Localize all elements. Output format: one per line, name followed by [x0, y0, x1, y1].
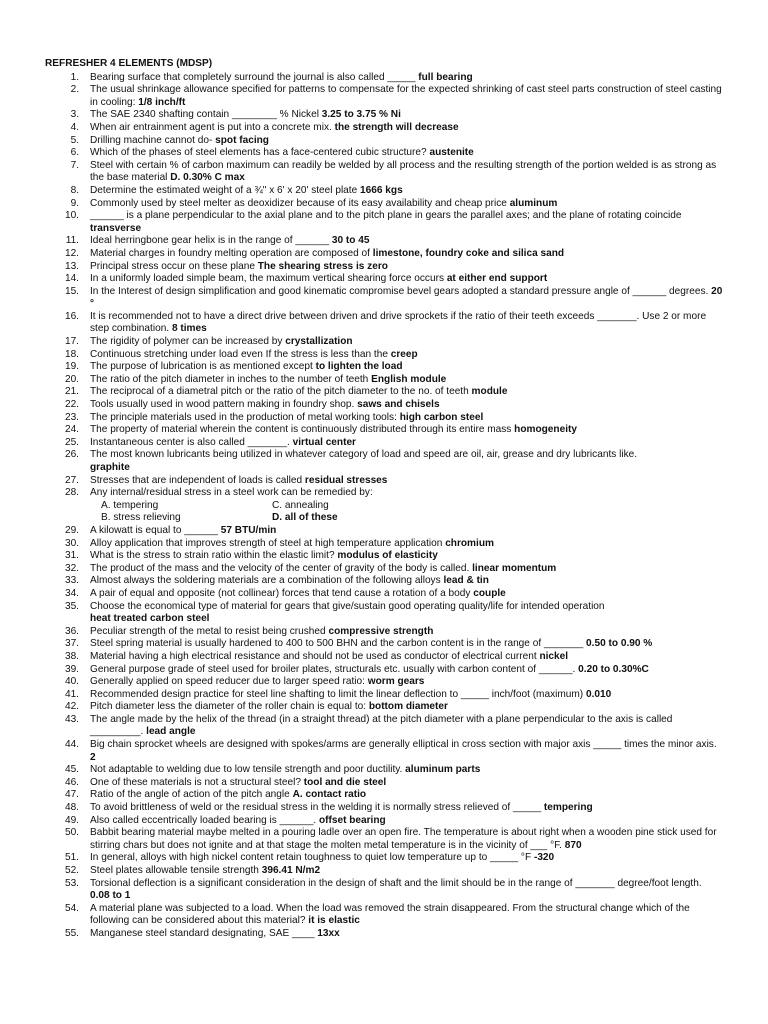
question-text: Material having a high electrical resistance and should not be used as conductor of electrical current [90, 650, 537, 662]
answer-text: to lighten the load [315, 361, 403, 373]
question-text: Peculiar strength of the metal to resist being crushed [90, 625, 326, 637]
question-text: The product of the mass and the velocity of the center of gravity of the body is called. [90, 562, 470, 574]
question-text: Principal stress occur on these plane [90, 260, 255, 272]
answer-text: English module [371, 373, 447, 385]
answer-text: module [471, 386, 508, 398]
question-item [45, 273, 724, 286]
answer-text: creep [390, 348, 418, 360]
question-item [45, 525, 724, 538]
question-number: 26. [64, 449, 79, 461]
answer-text: 1666 kgs [360, 184, 403, 196]
question-text: The principle materials used in the production of metal working tools: [90, 411, 397, 423]
answer-text: tool and die steel [303, 776, 387, 788]
question-item [45, 588, 724, 601]
question-number: 29. [64, 524, 79, 536]
answer-text: 0.010 [585, 688, 612, 700]
question-item [45, 903, 724, 928]
question-text: Not adaptable to welding due to low tensile strength and poor ductility. [90, 764, 403, 776]
question-item [45, 550, 724, 563]
question-item [45, 852, 724, 865]
question-number: 39. [64, 663, 79, 675]
question-text: One of these materials is not a structural steel? [90, 776, 301, 788]
question-number: 34. [64, 587, 79, 599]
question-number: 3. [70, 109, 79, 121]
question-text: Babbit bearing material maybe melted in a pouring ladle over an open fire. The temperature is about right when a wooden pine stick used for stirring chars but does not ignite and at that stage the molten metal temperature is in the vicinity of ___ °F. [90, 827, 717, 851]
answer-text: austenite [429, 147, 474, 159]
question-number: 8. [70, 184, 79, 196]
choice-item: C. annealing [272, 499, 329, 511]
question-text: Recommended design practice for steel line shafting to limit the linear deflection to _____ inch/foot (maximum) [90, 688, 584, 700]
question-text: Pitch diameter less the diameter of the roller chain is equal to: [90, 701, 367, 713]
question-item [45, 878, 724, 903]
answer-text: 3.25 to 3.75 % Ni [321, 109, 401, 121]
question-number: 25. [64, 436, 79, 448]
answer-text: 396.41 N/m2 [261, 865, 321, 876]
question-number: 18. [64, 348, 79, 360]
answer-text: transverse [90, 222, 142, 234]
question-number: 2. [70, 84, 79, 96]
question-item [45, 386, 724, 399]
answer-text: aluminum parts [405, 764, 481, 776]
question-number: 7. [70, 159, 79, 171]
question-number: 41. [64, 688, 79, 700]
question-item [45, 676, 724, 689]
question-text: Steel plates allowable tensile strength [90, 865, 259, 876]
question-text: The usual shrinkage allowance specified for patterns to compensate for the expected shrinking of cast steel parts construction of steel casting in cooling: [90, 84, 722, 108]
question-text: Also called eccentrically loaded bearing is ______. [90, 814, 317, 826]
question-item [45, 122, 724, 135]
question-text: Almost always the soldering materials are a combination of the following alloys [90, 575, 441, 587]
question-number: 12. [64, 247, 79, 259]
question-text: Material charges in foundry melting operation are composed of [90, 247, 370, 259]
answer-text: offset bearing [318, 814, 386, 826]
question-item [45, 777, 724, 790]
answer-text: residual stresses [304, 474, 388, 486]
question-item [45, 865, 724, 878]
answer-text: it is elastic [308, 915, 360, 927]
answer-text: 0.20 to 0.30%C [578, 663, 649, 675]
question-item [45, 789, 724, 802]
answer-text: couple [473, 587, 506, 599]
answer-text: worm gears [367, 676, 425, 688]
question-text: General purpose grade of steel used for broiler plates, structurals etc. usually with carbon content of ______. [90, 663, 576, 675]
question-item [45, 701, 724, 714]
question-text: Ratio of the angle of action of the pitch angle [90, 789, 290, 801]
answer-text: high carbon steel [399, 411, 484, 423]
question-text: Ideal herringbone gear helix is in the range of ______ [90, 235, 330, 247]
question-item [45, 135, 724, 148]
question-text: In a uniformly loaded simple beam, the maximum vertical shearing force occurs [90, 273, 444, 285]
question-item [45, 210, 724, 235]
question-item [45, 449, 724, 474]
question-number: 51. [64, 852, 79, 864]
question-item [45, 361, 724, 374]
question-item [45, 764, 724, 777]
question-text: Instantaneous center is also called _______. [90, 436, 290, 448]
question-number: 5. [70, 134, 79, 146]
answer-text: saws and chisels [357, 399, 440, 411]
answer-text: nickel [539, 650, 569, 662]
question-text: Big chain sprocket wheels are designed with spokes/arms are generally elliptical in cross section with major axis _____ times the minor axis. [90, 739, 717, 751]
choice-item: A. tempering [101, 499, 159, 511]
answer-text: the strength will decrease [334, 121, 459, 133]
answer-text: modulus of elasticity [337, 550, 438, 562]
question-number: 4. [70, 121, 79, 133]
question-number: 16. [64, 310, 79, 322]
question-number: 15. [64, 285, 79, 297]
question-text: What is the stress to strain ratio within the elastic limit? [90, 550, 335, 562]
question-text: The most known lubricants being utilized in whatever category of load and speed are oil, air, grease and dry lubricants like. [90, 449, 638, 461]
question-number: 23. [64, 411, 79, 423]
question-text: A pair of equal and opposite (not collinear) forces that tend cause a rotation of a body [90, 587, 471, 599]
question-text: Generally applied on speed reducer due to larger speed ratio: [90, 676, 365, 688]
question-number: 19. [64, 361, 79, 373]
question-item [45, 235, 724, 248]
question-text: Alloy application that improves strength of steel at high temperature application [90, 537, 443, 549]
question-number: 36. [64, 625, 79, 637]
question-number: 30. [64, 537, 79, 549]
question-text: Any internal/residual stress in a steel work can be remedied by: [90, 487, 373, 499]
question-text: Continuous stretching under load even If the stress is less than the [90, 348, 388, 360]
question-text: The ratio of the pitch diameter in inches to the number of teeth [90, 373, 369, 385]
question-item [45, 399, 724, 412]
question-text: Determine the estimated weight of a ¾" x 6' x 20' steel plate [90, 184, 358, 196]
question-text: ______ is a plane perpendicular to the axial plane and to the pitch plane in gears the parallel axes; and the plane of rotating coincide [90, 210, 682, 222]
question-number: 50. [64, 827, 79, 839]
question-item [45, 714, 724, 739]
question-item [45, 437, 724, 450]
answer-text: 20 ° [90, 285, 723, 310]
question-item [45, 815, 724, 828]
answer-text: 2 [90, 751, 96, 763]
question-number: 35. [64, 600, 79, 612]
answer-text: virtual center [292, 436, 356, 448]
question-number: 55. [64, 927, 79, 939]
question-item [45, 248, 724, 261]
question-number: 27. [64, 474, 79, 486]
answer-text: compressive strength [328, 625, 434, 637]
question-text: A kilowatt is equal to ______ [90, 524, 218, 536]
question-number: 38. [64, 650, 79, 662]
choice-item: B. stress relieving [101, 512, 181, 524]
question-text: The rigidity of polymer can be increased by [90, 336, 283, 348]
answer-text: crystallization [285, 336, 353, 348]
answer-text: spot facing [215, 134, 269, 146]
question-item [45, 374, 724, 387]
answer-text: A. contact ratio [292, 789, 367, 801]
answer-text: 13xx [317, 927, 340, 939]
question-number: 44. [64, 739, 79, 751]
question-number: 49. [64, 814, 79, 826]
question-list [45, 72, 724, 941]
question-text: The angle made by the helix of the thread (in a straight thread) at the pitch diameter with a plane perpendicular to the axis is called _________. [90, 713, 673, 738]
question-item [45, 575, 724, 588]
question-text: Manganese steel standard designating, SAE ____ [90, 927, 315, 939]
answer-text: at either end support [446, 273, 548, 285]
question-item [45, 261, 724, 274]
answer-text: 0.08 to 1 [90, 890, 131, 902]
question-number: 52. [64, 865, 79, 876]
question-number: 10. [64, 210, 79, 222]
question-number: 33. [64, 575, 79, 587]
answer-text: -320 [533, 852, 555, 864]
question-number: 42. [64, 701, 79, 713]
question-item [45, 84, 724, 109]
question-item [45, 689, 724, 702]
document-title: REFRESHER 4 ELEMENTS (MDSP) [45, 58, 213, 69]
question-text: The SAE 2340 shafting contain ________ % Nickel [90, 109, 319, 121]
question-number: 45. [64, 764, 79, 776]
question-number: 40. [64, 676, 79, 688]
question-item [45, 651, 724, 664]
question-number: 37. [64, 638, 79, 650]
question-number: 53. [64, 877, 79, 889]
question-number: 32. [64, 562, 79, 574]
question-item [45, 626, 724, 639]
question-number: 21. [64, 386, 79, 398]
answer-text: limestone, foundry coke and silica sand [372, 247, 565, 259]
question-text: The property of material wherein the content is continuously distributed through its entire mass [90, 424, 512, 436]
question-text: Steel spring material is usually hardened to 400 to 500 BHN and the carbon content is in the range of _______ [90, 638, 584, 650]
choice-list [90, 500, 724, 525]
question-item [45, 72, 724, 85]
question-text: When air entrainment agent is put into a concrete mix. [90, 121, 332, 133]
question-number: 46. [64, 776, 79, 788]
question-text: In general, alloys with high nickel content retain toughness to quiet low temperature up to _____ °F [90, 852, 532, 864]
answer-text: aluminum [509, 197, 558, 209]
question-item [45, 336, 724, 349]
question-number: 22. [64, 399, 79, 411]
question-number: 48. [64, 802, 79, 814]
answer-text: The shearing stress is zero [257, 260, 388, 272]
answer-text: homogeneity [514, 424, 577, 436]
question-number: 6. [70, 147, 79, 159]
question-item [45, 349, 724, 362]
question-number: 9. [70, 197, 79, 209]
question-item [45, 286, 724, 311]
question-number: 28. [64, 487, 79, 499]
question-item [45, 601, 724, 626]
question-text: The reciprocal of a diametral pitch or the ratio of the pitch diameter to the no. of teeth [90, 386, 469, 398]
question-item [45, 638, 724, 651]
answer-text: 870 [564, 839, 582, 851]
question-text: The purpose of lubrication is as mentioned except [90, 361, 313, 373]
question-item [45, 487, 724, 525]
answer-text: 57 BTU/min [220, 524, 277, 536]
question-item [45, 664, 724, 677]
question-text: Bearing surface that completely surround the journal is also called _____ [90, 71, 416, 83]
question-text: Torsional deflection is a significant consideration in the design of shaft and the limit should be in the range of _______ degree/foot length. [90, 877, 702, 889]
question-text: A material plane was subjected to a load. When the load was removed the strain disappeared. From the structural change which of the following can be considered about this material? [90, 902, 690, 927]
answer-text: 8 times [171, 323, 207, 335]
question-text: Which of the phases of steel elements has a face-centered cubic structure? [90, 147, 427, 159]
answer-text: tempering [543, 802, 593, 814]
answer-text: full bearing [418, 71, 473, 83]
question-item [45, 475, 724, 488]
question-number: 24. [64, 424, 79, 436]
question-text: In the Interest of design simplification and good kinematic compromise bevel gears adopted a standard pressure angle of ______ degrees. [90, 285, 709, 297]
question-text: Tools usually used in wood pattern making in foundry shop. [90, 399, 355, 411]
question-item [45, 412, 724, 425]
answer-text: D. 0.30% C max [170, 172, 245, 184]
question-text: Choose the economical type of material for gears that give/sustain good operating quality/life for intended operation [90, 600, 605, 612]
question-text: Drilling machine cannot do- [90, 134, 213, 146]
answer-text: lead angle [146, 726, 196, 738]
answer-text: graphite [90, 462, 130, 473]
question-item [45, 739, 724, 764]
answer-text: lead & tin [443, 575, 489, 587]
answer-text: 30 to 45 [331, 235, 370, 247]
question-number: 47. [64, 789, 79, 801]
question-item [45, 802, 724, 815]
question-item [45, 538, 724, 551]
question-number: 1. [70, 71, 79, 83]
choice-item: D. all of these [272, 512, 338, 524]
question-text: Commonly used by steel melter as deoxidizer because of its easy availability and cheap price [90, 197, 507, 209]
answer-text: linear momentum [472, 562, 557, 574]
question-text: Steel with certain % of carbon maximum can readily be welded by all process and the resulting strength of the portion welded is as strong as the base material [90, 159, 717, 184]
question-number: 54. [64, 902, 79, 914]
question-item [45, 827, 724, 852]
question-item [45, 424, 724, 437]
question-item [45, 147, 724, 160]
answer-text: 0.50 to 0.90 % [586, 638, 653, 650]
question-number: 13. [64, 260, 79, 272]
question-item [45, 185, 724, 198]
question-text: To avoid brittleness of weld or the residual stress in the welding it is normally stress relieved of _____ [90, 802, 542, 814]
question-item [45, 563, 724, 576]
question-number: 20. [64, 373, 79, 385]
question-item [45, 311, 724, 336]
answer-text: bottom diameter [368, 701, 448, 713]
question-item [45, 198, 724, 211]
answer-text: chromium [445, 537, 494, 549]
question-number: 43. [64, 713, 79, 725]
question-item [45, 109, 724, 122]
question-item [45, 928, 724, 941]
question-text: Stresses that are independent of loads is called [90, 474, 303, 486]
answer-text: heat treated carbon steel [90, 613, 210, 625]
question-text: It is recommended not to have a direct drive between driven and drive sprockets if the ratio of their teeth exceeds _______. Use 2 or more step combination. [90, 310, 707, 335]
question-number: 14. [64, 273, 79, 285]
question-number: 17. [64, 336, 79, 348]
question-number: 11. [65, 235, 79, 247]
question-item [45, 160, 724, 185]
question-number: 31. [64, 550, 79, 562]
answer-text: 1/8 inch/ft [138, 96, 186, 108]
